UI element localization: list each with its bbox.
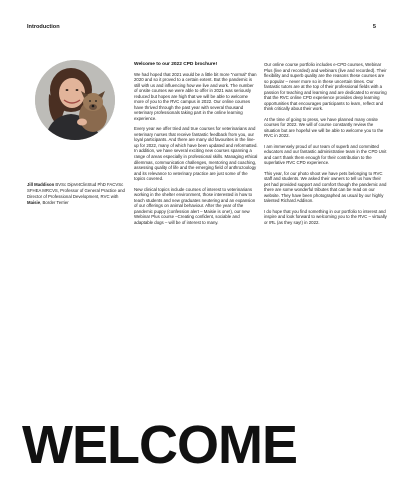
paragraph: This year, for our photo shoot we have pets belonging to RVC staff and students. We asked their owners to tell us how their pet had provided support and comfort though the pandemic and there are some wonderful tributes that can be read on our website. They have been photographed as usual by our highly talented Richard Addison. [264,170,387,204]
portrait-photo [35,60,115,140]
page-header [27,24,376,34]
caption-credentials: BVSc DipVetClinStud PhD FACVSc SFHEA MRCVS, Professor of General Practice and Director of Professional Development, RVC with [27,182,125,199]
paragraph: Our online course portfolio includes e-CPD courses, Webinar Plus (live and recorded) and webinars (live and recorded). Their flexibility and superb quality are the reasons these courses are so popular – never more so in these uncertain times. Our fantastic tutors are at the top of their professional fields with a passion for teaching and learning and are dedicated to ensuring that the RVC online CPD experience provides deep learning opportunities that encourages participants to learn, reflect and think critically about their work. [264,62,387,112]
paragraph: New clinical topics include courses of interest to veterinarians working in the shelter environment, those interested in how to teach students and new graduates neutering and an expansion of our offerings on animal behaviour. After the year of the pandemic puppy (confession alert – Maisie is one!), our new Webinar Plus course –Creating confident, sociable and adaptable dogs – will be of interest to many. [134,186,256,225]
portrait-woman-with-dog-icon [35,60,115,140]
article-heading: Welcome to our 2022 CPD brochure! [134,62,218,67]
welcome-title: WELCOME [22,415,297,475]
section-title: Introduction [27,24,60,30]
paragraph: At the time of going to press, we have planned many onsite courses for 2022. We will of course constantly review the situation but are hopeful we will be able to welcome you to the RVC in 2022. [264,116,384,139]
caption-name: Jill Maddison [27,182,55,187]
paragraph: I am immensely proud of our team of superb and committed educators and our fantastic administrative team in the CPD Unit and can’t thank them enough for their contribution to the superlative RVC CPD experience. [264,143,387,166]
body-column-2 [264,62,388,230]
paragraph: Every year we offer tried and true courses for veterinarians and veterinary nurses that receive fantastic feedback from you, our loyal participants. And there are many old favourites in the line-up for 2022, many of which have been updated and reformatted. In addition, we have several exciting new courses spanning a range of areas especially in professional skills. Managing ethical dilemmas, communication challenges, mentoring and coaching, assessing quality of life and the emerging field of anthrozoology and its relevance to veterinary practice are just some of the topics covered. [134,126,258,182]
body-column-1 [134,62,258,230]
caption-dog-name: Maisie [27,200,41,205]
page-number: 5 [372,24,376,30]
photo-caption [27,182,129,206]
paragraph: We had hoped that 2021 would be a little bit more “normal” than 2020 and so it proved to a certain extent. But the pandemic is still with us and influencing how we live and work. The number of onsite courses we were able to offer in 2021 was seriously reduced but hopes are high that we will be able to welcome more of you to the RVC campus in 2022. Our online courses have thrived through the past year with several thousand veterinary professionals taking part in the online learning experience. [134,71,257,121]
paragraph: I do hope that you find something in our portfolio to interest and inspire and look forward to welcoming you to the RVC – virtually or IRL (as they say!) in 2022. [264,208,387,225]
caption-dog-breed: , Border Terrier [40,200,69,205]
